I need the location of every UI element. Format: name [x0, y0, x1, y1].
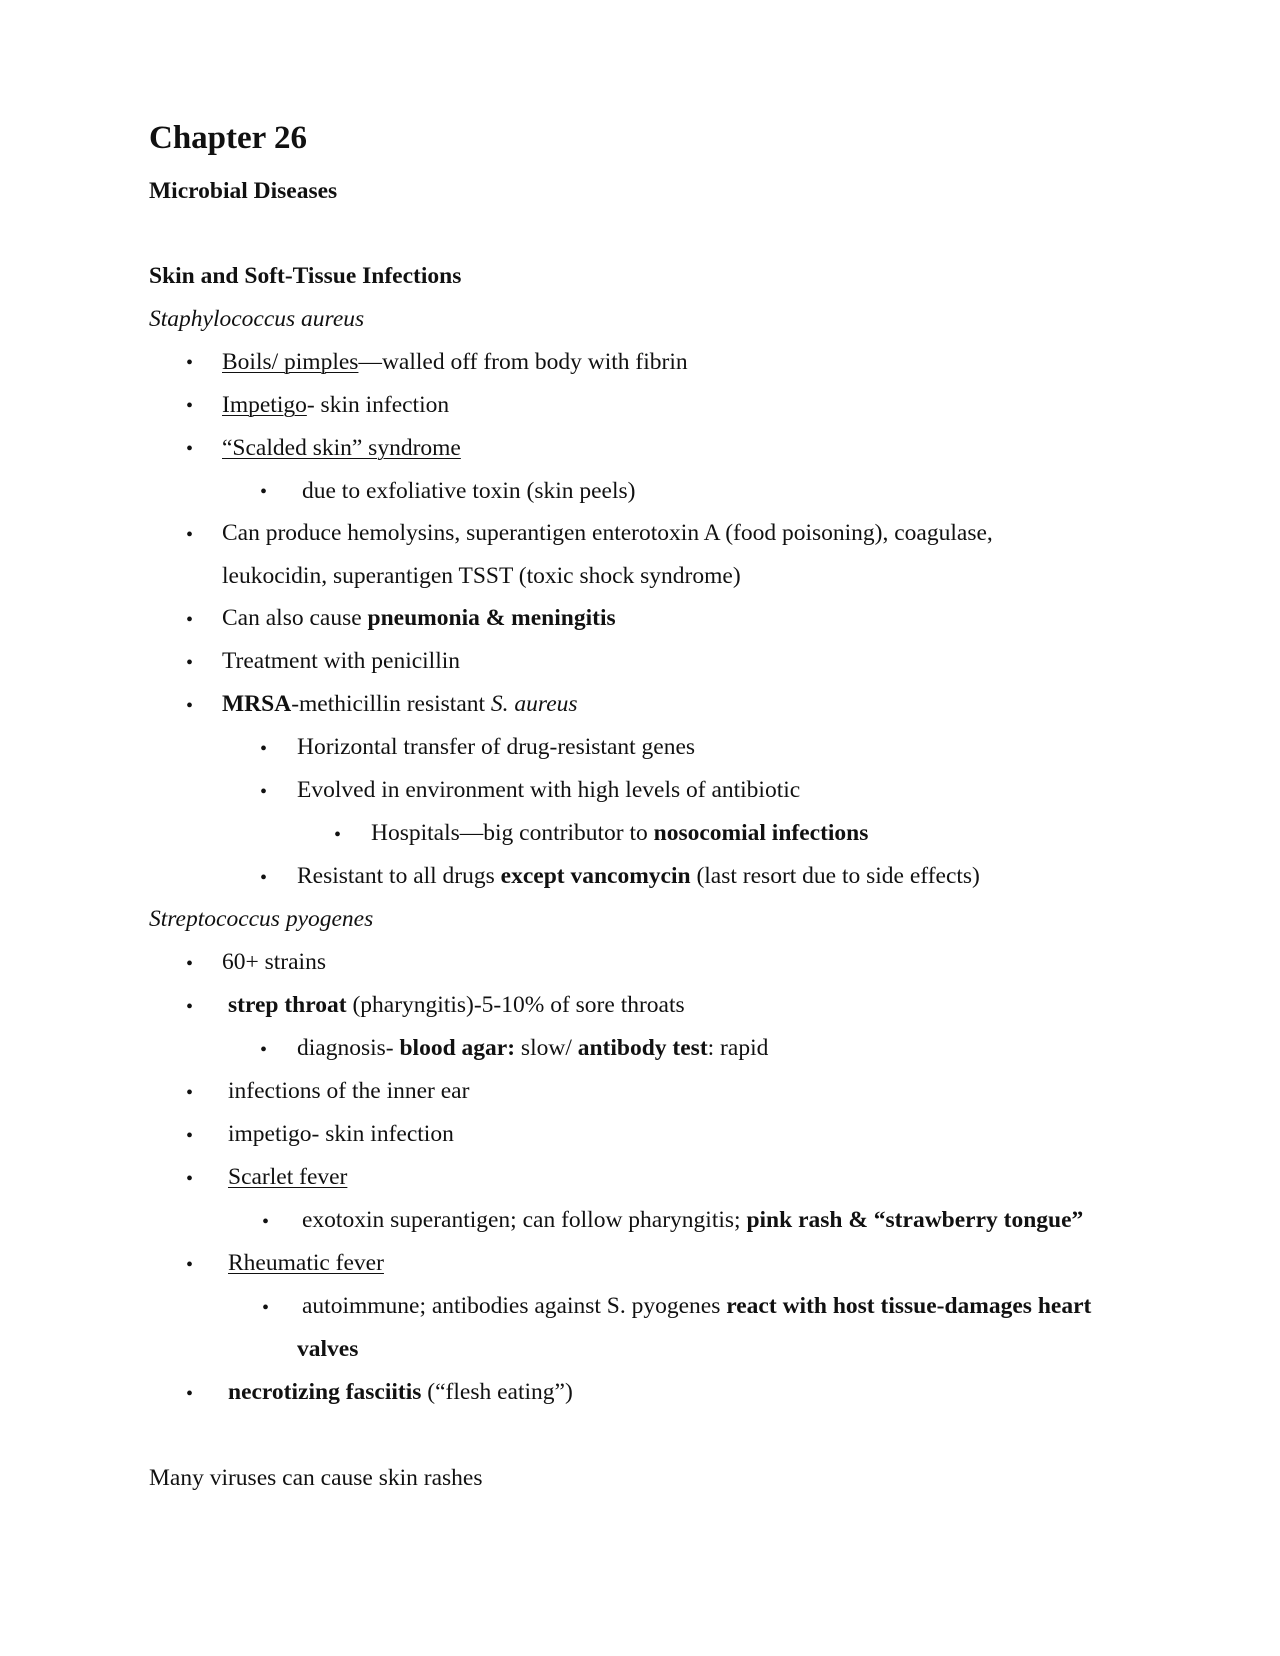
- sub-sub-list-item: [371, 822, 868, 846]
- chapter-title: Chapter 26: [149, 120, 307, 156]
- bullet-icon: •: [260, 1039, 268, 1061]
- underlined-term: Impetigo: [222, 392, 307, 418]
- list-item: [228, 1252, 384, 1276]
- organism-heading-staph: Staphylococcus aureus: [149, 306, 365, 332]
- sub-list-item: Horizontal transfer of drug-resistant genes: [297, 734, 696, 760]
- sub-list-item: Evolved in environment with high levels of antibiotic: [297, 777, 801, 803]
- bold-term: pink rash & “strawberry tongue”: [746, 1207, 1084, 1233]
- sub-list-item: [302, 1209, 1083, 1233]
- chapter-subtitle: Microbial Diseases: [149, 178, 338, 204]
- bold-term: blood agar:: [399, 1035, 516, 1061]
- bullet-icon: •: [334, 824, 342, 846]
- bullet-icon: •: [186, 1383, 194, 1405]
- list-item: [228, 1166, 347, 1190]
- sub-list-item: [302, 1295, 1091, 1319]
- list-item: [222, 351, 688, 375]
- bullet-icon: •: [186, 1254, 194, 1276]
- bullet-icon: •: [186, 1168, 194, 1190]
- bullet-icon: •: [186, 438, 194, 460]
- underlined-term: Scarlet fever: [228, 1164, 348, 1190]
- underlined-term: Boils/ pimples: [222, 349, 359, 375]
- bullet-icon: •: [260, 481, 268, 503]
- list-item: [222, 607, 616, 631]
- bullet-icon: •: [186, 395, 194, 417]
- list-item: infections of the inner ear: [228, 1078, 470, 1104]
- bold-term: strep throat: [228, 992, 347, 1018]
- bullet-icon: •: [186, 953, 194, 975]
- bullet-icon: •: [186, 352, 194, 374]
- list-item: [222, 693, 578, 717]
- bullet-icon: •: [186, 609, 194, 631]
- list-item: Treatment with penicillin: [222, 648, 461, 674]
- list-item: [222, 437, 461, 461]
- list-item: 60+ strains: [222, 949, 326, 975]
- underlined-term: “Scalded skin” syndrome: [222, 435, 461, 461]
- bullet-icon: •: [186, 524, 194, 546]
- bullet-icon: •: [260, 781, 268, 803]
- list-item-continued: leukocidin, superantigen TSST (toxic shock syndrome): [222, 563, 741, 589]
- bold-term: except vancomycin: [500, 863, 691, 889]
- underlined-term: Rheumatic fever: [228, 1250, 384, 1276]
- item-text: (last resort due to side effects): [690, 863, 980, 889]
- bullet-icon: •: [260, 738, 268, 760]
- bullet-icon: •: [262, 1297, 270, 1319]
- item-text: -methicillin resistant: [291, 691, 491, 717]
- item-text: Can also cause: [222, 605, 368, 631]
- bullet-icon: •: [260, 867, 268, 889]
- bold-term: necrotizing fasciitis: [228, 1379, 422, 1405]
- item-text: - skin infection: [306, 392, 450, 418]
- closing-line: Many viruses can cause skin rashes: [149, 1465, 483, 1491]
- bullet-icon: •: [262, 1211, 270, 1233]
- list-item: [228, 1381, 573, 1405]
- sub-list-item: [297, 1037, 768, 1061]
- item-text: —walled off from body with fibrin: [358, 349, 688, 375]
- section-heading: Skin and Soft-Tissue Infections: [149, 263, 462, 289]
- list-item: Can produce hemolysins, superantigen enterotoxin A (food poisoning), coagulase,: [222, 520, 993, 546]
- bold-term: react with host tissue-damages heart: [726, 1293, 1092, 1319]
- italic-term: S. aureus: [490, 691, 578, 717]
- bold-term: pneumonia & meningitis: [367, 605, 616, 631]
- organism-heading-strep: Streptococcus pyogenes: [149, 906, 374, 932]
- item-text: : rapid: [707, 1035, 769, 1061]
- item-text: (“flesh eating”): [421, 1379, 573, 1405]
- item-text: exotoxin superantigen; can follow pharyngitis;: [302, 1207, 747, 1233]
- item-text: diagnosis-: [297, 1035, 400, 1061]
- sub-list-item: [297, 865, 980, 889]
- item-text: slow/: [515, 1035, 578, 1061]
- bold-term: MRSA: [222, 691, 292, 717]
- bullet-icon: •: [186, 1125, 194, 1147]
- list-item: impetigo- skin infection: [228, 1121, 454, 1147]
- list-item: [222, 394, 449, 418]
- sub-list-item: due to exfoliative toxin (skin peels): [302, 478, 636, 504]
- bold-term: nosocomial infections: [653, 820, 869, 846]
- bold-term: antibody test: [577, 1035, 708, 1061]
- sub-list-item-continued: valves: [297, 1336, 359, 1362]
- item-text: Resistant to all drugs: [297, 863, 501, 889]
- bullet-icon: •: [186, 996, 194, 1018]
- item-text: Hospitals—big contributor to: [371, 820, 654, 846]
- item-text: autoimmune; antibodies against S. pyogenes: [302, 1293, 727, 1319]
- item-text: (pharyngitis)-5-10% of sore throats: [346, 992, 685, 1018]
- bullet-icon: •: [186, 695, 194, 717]
- bullet-icon: •: [186, 652, 194, 674]
- list-item: [228, 994, 685, 1018]
- bullet-icon: •: [186, 1082, 194, 1104]
